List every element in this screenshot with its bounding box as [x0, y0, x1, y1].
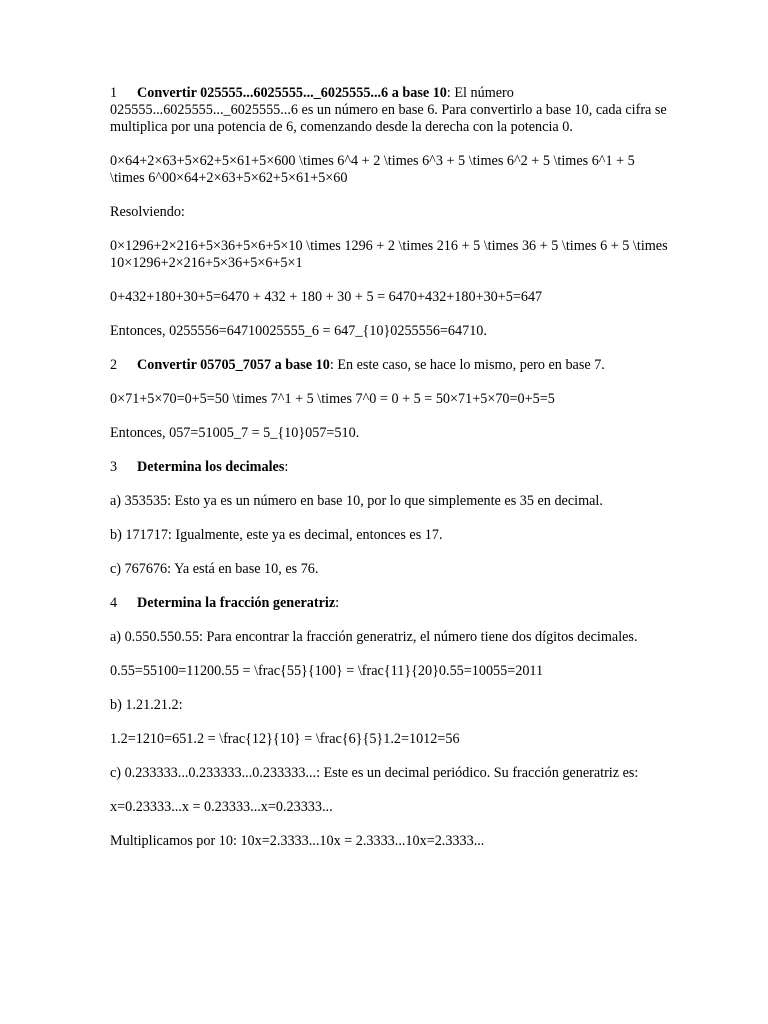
decimal-item-a: a) 353535: Esto ya es un número en base 10, por lo que simplemente es 35 en decimal.: [110, 493, 603, 509]
power-expansion: 0×64+2×63+5×62+5×61+5×600 \times 6^4 + 2 \times 6^3 + 5 \times 6^2 + 5 \times 6^1 + 5 \times 6^00×64+2×63+5×62+5×61+5×60: [110, 153, 635, 186]
section-number: 3: [110, 459, 118, 475]
fraction-c-multiply: Multiplicamos por 10: 10x=2.3333...10x = 2.3333...10x=2.3333...: [110, 833, 485, 849]
section-title: Determina los decimales: [137, 459, 285, 475]
fraction-item-a: a) 0.550.550.55: Para encontrar la fracción generatriz, el número tiene dos dígitos decimales.: [110, 629, 638, 645]
section-number: 4: [110, 595, 118, 611]
document-page: [110, 85, 670, 867]
fraction-item-b: b) 1.21.21.2:: [110, 697, 183, 713]
section-1-heading: [110, 85, 670, 136]
section-title: Convertir 025555...6025555..._6025555...6 a base 10: [137, 85, 447, 101]
fraction-a-expression: 0.55=55100=11200.55 = \frac{55}{100} = \frac{11}{20}0.55=10055=2011: [110, 663, 544, 679]
section-colon: :: [335, 595, 340, 611]
section-title: Convertir 05705_7057 a base 10: [137, 357, 330, 373]
section-number: 1: [110, 85, 118, 101]
section-intro: : El número 025555...6025555..._6025555...6 es un número en base 6. Para convertirlo a base 10, cada cifra se multiplica por una potencia de 6, comenzando desde la derecha con la potencia 0.: [110, 85, 667, 135]
decimal-item-b: b) 171717: Igualmente, este ya es decimal, entonces es 17.: [110, 527, 443, 543]
decimal-item-c: c) 767676: Ya está en base 10, es 76.: [110, 561, 319, 577]
section-4-heading: [110, 595, 670, 612]
section-2-heading: [110, 357, 670, 374]
resolviendo-label: Resolviendo:: [110, 204, 185, 220]
section-1-conclusion: Entonces, 0255556=64710025555_6 = 647_{10}0255556=64710.: [110, 323, 487, 339]
section-intro: : En este caso, se hace lo mismo, pero en base 7.: [329, 357, 605, 373]
fraction-item-c: c) 0.233333...0.233333...0.233333...: Este es un decimal periódico. Su fracción generatriz es:: [110, 765, 639, 781]
fraction-b-expression: 1.2=1210=651.2 = \frac{12}{10} = \frac{6}{5}1.2=1012=56: [110, 731, 460, 747]
section-colon: :: [284, 459, 289, 475]
fraction-c-expression: x=0.23333...x = 0.23333...x=0.23333...: [110, 799, 333, 815]
product-expansion: 0×1296+2×216+5×36+5×6+5×10 \times 1296 + 2 \times 216 + 5 \times 36 + 5 \times 6 + 5 \times 10×1296+2×216+5×36+5×6+5×1: [110, 238, 668, 271]
sum-expansion: 0+432+180+30+5=6470 + 432 + 180 + 30 + 5 = 6470+432+180+30+5=647: [110, 289, 543, 305]
base7-expansion: 0×71+5×70=0+5=50 \times 7^1 + 5 \times 7^0 = 0 + 5 = 50×71+5×70=0+5=5: [110, 391, 555, 407]
section-number: 2: [110, 357, 118, 373]
section-2-conclusion: Entonces, 057=51005_7 = 5_{10}057=510.: [110, 425, 360, 441]
section-title: Determina la fracción generatriz: [137, 595, 336, 611]
section-3-heading: [110, 459, 670, 476]
